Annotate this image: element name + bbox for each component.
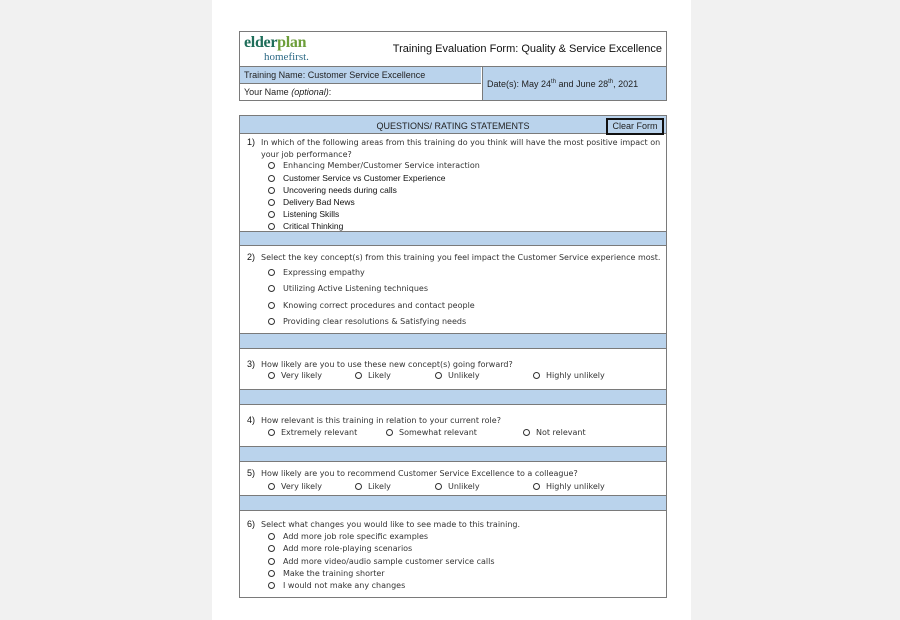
option[interactable]: Delivery Bad News [268,197,355,207]
radio-bullet-icon [533,483,540,490]
radio-bullet-icon [355,483,362,490]
option[interactable]: Unlikely [435,371,480,380]
training-dates: Date(s): May 24th and June 28th, 2021 [482,67,666,100]
radio-bullet-icon [268,545,275,552]
clear-form-button[interactable]: Clear Form [606,118,664,135]
option[interactable]: Add more role-playing scenarios [268,544,412,553]
radio-bullet-icon [268,533,275,540]
question-number: 5) [247,468,256,478]
elderplan-logo [240,32,320,66]
option[interactable]: Add more video/audio sample customer service calls [268,557,495,566]
radio-bullet-icon [268,558,275,565]
questions-section [239,115,667,598]
separator-band [240,389,666,405]
radio-bullet-icon [268,582,275,589]
radio-bullet-icon [268,429,275,436]
option[interactable]: Very likely [268,371,322,380]
option[interactable]: Highly unlikely [533,482,605,491]
question-text: In which of the following areas from this training do you think will have the most positive impact on your job performance? [261,138,661,159]
separator-band [240,446,666,462]
option[interactable]: I would not make any changes [268,581,405,590]
option[interactable]: Add more job role specific examples [268,532,428,541]
radio-bullet-icon [268,570,275,577]
radio-bullet-icon [386,429,393,436]
radio-bullet-icon [268,302,275,309]
option[interactable]: Critical Thinking [268,221,343,231]
your-name-field[interactable]: Your Name (optional): [244,87,332,97]
radio-bullet-icon [268,483,275,490]
option[interactable]: Enhancing Member/Customer Service interaction [268,161,480,170]
question-text: How likely are you to recommend Customer Service Excellence to a colleague? [261,469,578,478]
option[interactable]: Utilizing Active Listening techniques [268,284,428,293]
option[interactable]: Not relevant [523,428,586,437]
radio-bullet-icon [268,187,275,194]
option[interactable]: Uncovering needs during calls [268,185,397,195]
training-name: Training Name: Customer Service Excellence [240,67,481,84]
option[interactable]: Customer Service vs Customer Experience [268,173,446,183]
option[interactable]: Expressing empathy [268,268,365,277]
radio-bullet-icon [523,429,530,436]
radio-bullet-icon [435,372,442,379]
question-text: How likely are you to use these new concept(s) going forward? [261,360,513,369]
option[interactable]: Unlikely [435,482,480,491]
radio-bullet-icon [268,372,275,379]
separator-band [240,231,666,246]
radio-bullet-icon [268,175,275,182]
question-number: 1) [247,137,256,147]
option[interactable]: Very likely [268,482,322,491]
option[interactable]: Knowing correct procedures and contact people [268,301,475,310]
option[interactable]: Likely [355,482,391,491]
radio-bullet-icon [268,211,275,218]
logo-subtitle: homefirst. [264,51,309,63]
radio-bullet-icon [355,372,362,379]
option[interactable]: Providing clear resolutions & Satisfying needs [268,317,466,326]
option[interactable]: Highly unlikely [533,371,605,380]
question-text: Select what changes you would like to see made to this training. [261,520,521,529]
option[interactable]: Somewhat relevant [386,428,477,437]
option[interactable]: Make the training shorter [268,569,385,578]
option[interactable]: Listening Skills [268,209,339,219]
radio-bullet-icon [268,318,275,325]
radio-bullet-icon [268,285,275,292]
logo-wordmark: elderplan [244,34,307,51]
separator-band [240,495,666,511]
radio-bullet-icon [533,372,540,379]
radio-bullet-icon [268,269,275,276]
question-number: 4) [247,415,256,425]
separator-band [240,333,666,349]
radio-bullet-icon [268,162,275,169]
radio-bullet-icon [268,223,275,230]
question-number: 6) [247,519,256,529]
question-text: Select the key concept(s) from this training you feel impact the Customer Service experience most. [261,253,661,262]
form-header [239,31,667,101]
option[interactable]: Extremely relevant [268,428,357,437]
form-title: Training Evaluation Form: Quality & Service Excellence [392,43,662,55]
questions-header: QUESTIONS/ RATING STATEMENTS [240,116,666,134]
question-number: 3) [247,359,256,369]
radio-bullet-icon [435,483,442,490]
option[interactable]: Likely [355,371,391,380]
radio-bullet-icon [268,199,275,206]
question-text: How relevant is this training in relation to your current role? [261,416,501,425]
question-number: 2) [247,252,256,262]
